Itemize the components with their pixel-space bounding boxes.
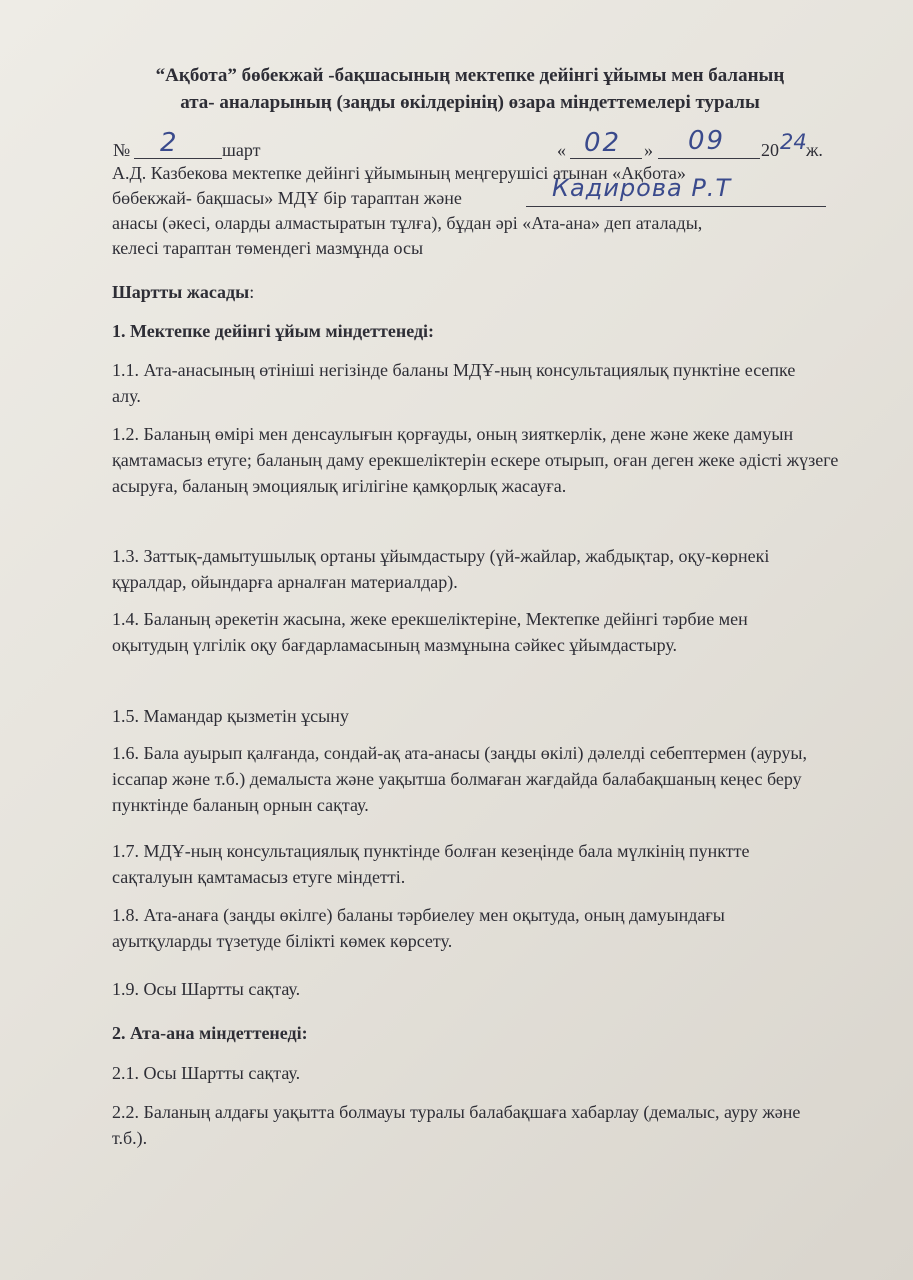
concluded-colon: : <box>249 282 255 302</box>
clause-1-6: 1.6. Бала ауырып қалғанда, сондай-ақ ата-анасы (заңды өкілі) дәлелді себептермен (ауруы, іссапар және т.б.) демалыста және уақытша болмаған жағдайда балабақшаның кеңес беру пунктінде баланың орнын сақтау. <box>112 743 808 815</box>
day-handwritten: 02 <box>584 128 622 158</box>
intro-line-1: А.Д. Казбекова мектепке дейінгі ұйымының меңгерушісі атынан «Ақбота» <box>112 163 686 183</box>
clause-1-7: 1.7. МДҰ-ның консультациялық пунктінде болған кезеңінде бала мүлкінің пунктте сақталуын қамтамасыз етуге міндетті. <box>112 841 750 887</box>
contract-number-prefix: № <box>113 140 131 160</box>
clause-1-9: 1.9. Осы Шартты сақтау. <box>112 979 301 999</box>
title-line-2: ата- аналарының (заңды өкілдерінің) өзара міндеттемелері туралы <box>180 92 760 113</box>
clause-2-1: 2.1. Осы Шартты сақтау. <box>112 1063 301 1083</box>
parent-name-handwritten: Кадирова Р.Т <box>552 174 732 202</box>
parent-name-underline <box>526 206 826 207</box>
year-suffix: ж. <box>806 140 823 160</box>
clause-1-5: 1.5. Мамандар қызметін ұсыну <box>112 706 349 726</box>
contract-word: шарт <box>222 140 261 160</box>
section-1-heading: 1. Мектепке дейінгі ұйым міндеттенеді: <box>112 321 435 341</box>
year-handwritten: 24 <box>780 130 807 154</box>
concluded-label <box>112 280 254 304</box>
date-quote-close: » <box>644 140 653 160</box>
intro-line-3: анасы (әкесі, оларды алмастыратын тұлға), бұдан әрі «Ата-ана» деп аталады, <box>112 213 703 233</box>
clause-1-1: 1.1. Ата-анасының өтініші негізінде баланы МДҰ-ның консультациялық пунктіне есепке алу. <box>112 360 796 406</box>
contract-number-underline <box>134 158 222 159</box>
clause-1-3: 1.3. Заттық-дамытушылық ортаны ұйымдастыру (үй-жайлар, жабдықтар, оқу-көрнекі құралдар, ойындарға арналған материалдар). <box>112 546 770 592</box>
month-underline <box>658 158 760 159</box>
month-handwritten: 09 <box>688 126 726 156</box>
clause-1-8: 1.8. Ата-анаға (заңды өкілге) баланы тәрбиелеу мен оқытуда, оның дамуындағы ауытқуларды түзетуде білікті көмек көрсету. <box>112 905 725 951</box>
day-underline <box>570 158 642 159</box>
contract-number-handwritten: 2 <box>160 128 179 158</box>
clause-2-2: 2.2. Баланың алдағы уақытта болмауы туралы балабақшаға хабарлау (демалыс, ауру және т.б.). <box>112 1102 801 1148</box>
clause-1-4: 1.4. Баланың әрекетін жасына, жеке ерекшеліктеріне, Мектепке дейінгі тәрбие мен оқытудың үлгілік оқу бағдарламасының мазмұнына сәйкес ұйымдастыру. <box>112 609 748 655</box>
intro-line-4: келесі тараптан төмендегі мазмұнда осы <box>112 238 424 258</box>
intro-line-2: бөбекжай- бақшасы» МДҰ бір тараптан және <box>112 188 462 208</box>
clause-1-2: 1.2. Баланың өмірі мен денсаулығын қорғауды, оның зияткерлік, дене және жеке дамуын қамтамасыз етуге; баланың даму ерекшеліктерін ескере отырып, оған деген жеке әдісті жүзеге асыруға, баланың эмоциялық игілігіне қамқорлық жасауға. <box>112 424 839 496</box>
concluded-text: Шартты жасады <box>112 282 250 302</box>
title-line-1: “Ақбота” бөбекжай -бақшасының мектепке дейінгі ұйымы мен баланың <box>155 65 785 86</box>
document-title <box>80 62 860 116</box>
year-prefix: 20 <box>761 140 779 160</box>
section-2-heading: 2. Ата-ана міндеттенеді: <box>112 1023 308 1043</box>
date-quote-open: « <box>557 140 566 160</box>
